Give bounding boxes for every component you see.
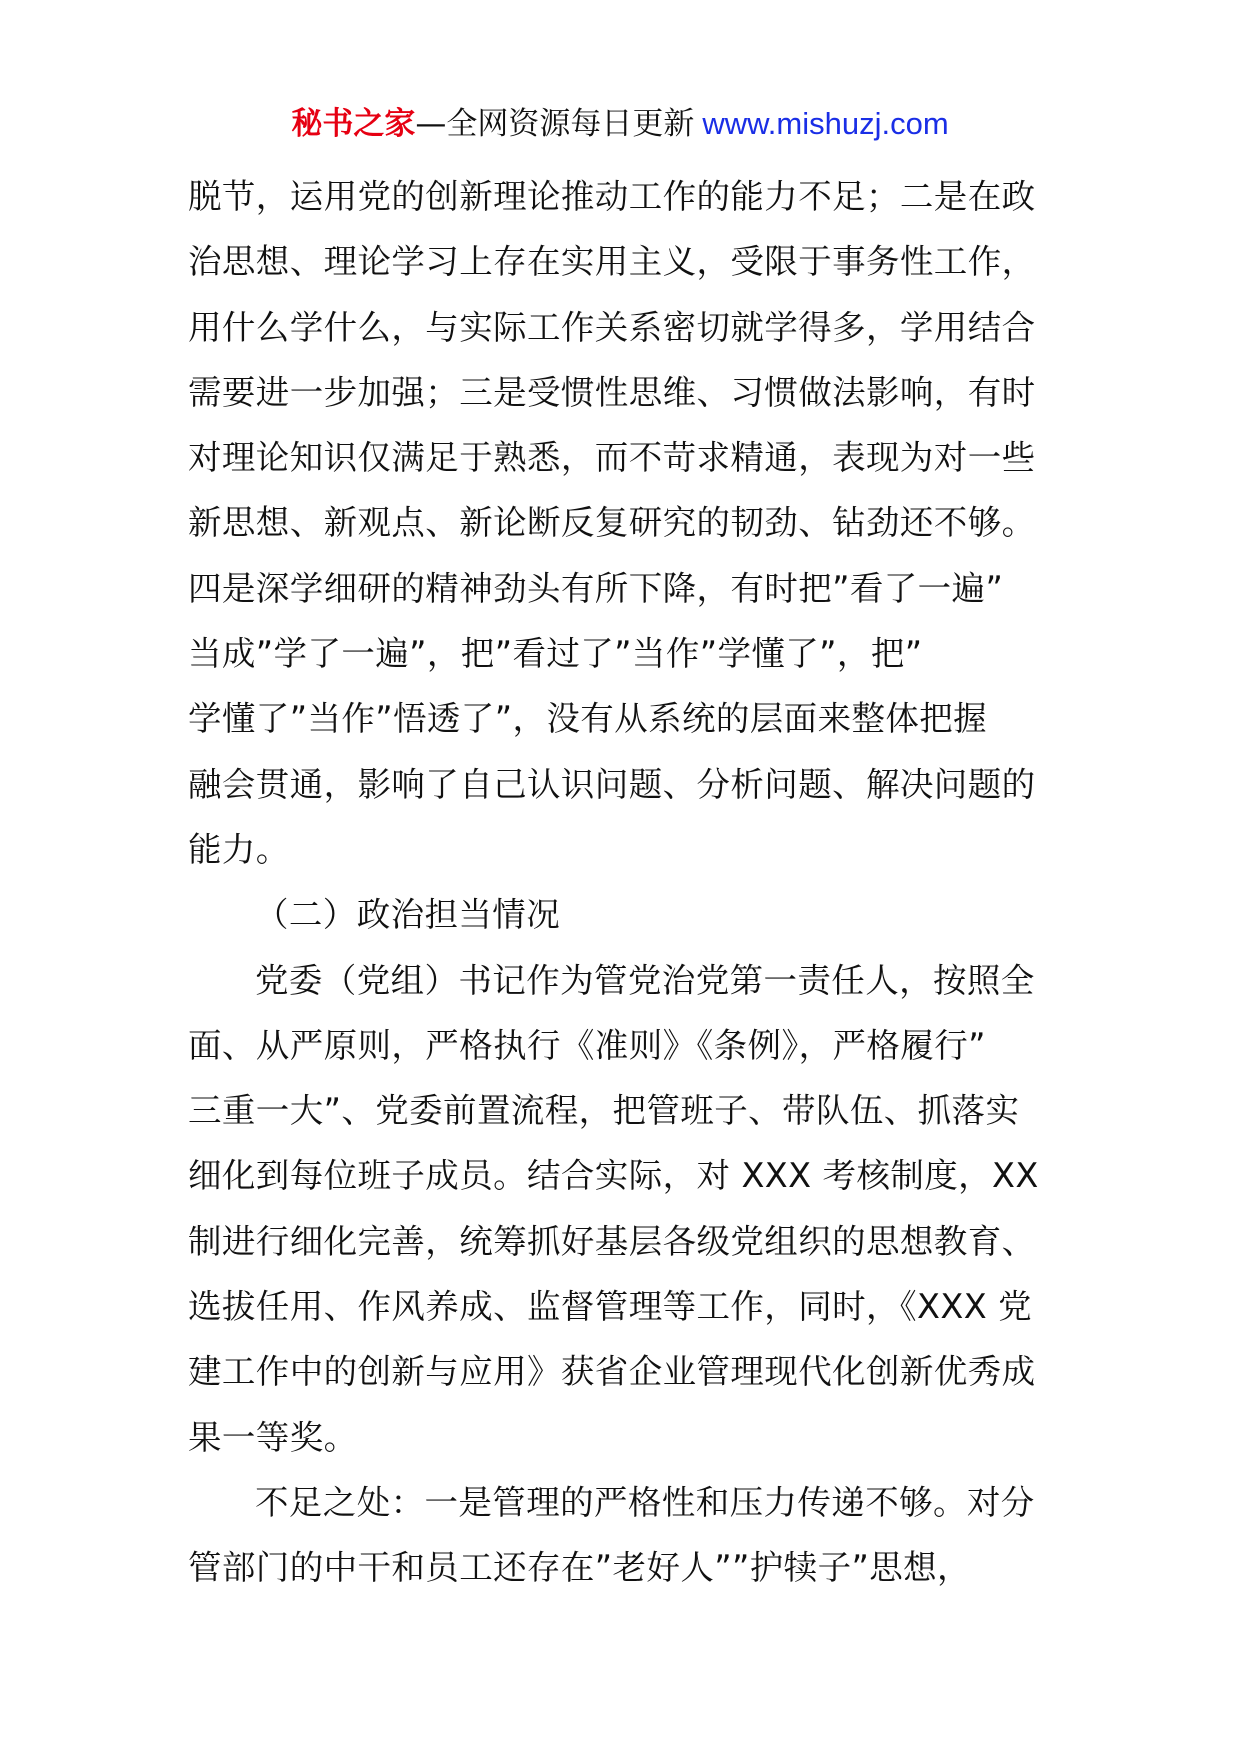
text-line: 三重一大”、党委前置流程，把管班子、带队伍、抓落实 [188,1091,1020,1131]
text-line: 用什么学什么，与实际工作关系密切就学得多，学用结合 [188,307,1036,347]
text-line: 需要进一步加强；三是受惯性思维、习惯做法影响，有时 [188,372,1036,412]
text-line: 能力。 [188,829,290,869]
text-line: 新思想、新观点、新论断反复研究的韧劲、钻劲还不够。 [188,503,1036,543]
header-slogan: —全网资源每日更新 [415,106,695,142]
website-link[interactable]: www.mishuzj.com [702,106,949,141]
document-header [0,100,1240,148]
section-heading: （二）政治担当情况 [255,895,561,935]
text-line: 果一等奖。 [188,1417,358,1457]
paragraph-first-line: 党委（党组）书记作为管党治党第一责任人，按照全 [255,960,1035,1000]
text-line: 选拔任用、作风养成、监督管理等工作，同时，《XXX 党 [188,1287,1033,1327]
text-line: 融会贯通，影响了自己认识问题、分析问题、解决问题的 [188,764,1036,804]
text-line: 面、从严原则，严格执行《准则》《条例》，严格履行” [188,1025,986,1065]
text-line: 制进行细化完善，统筹抓好基层各级党组织的思想教育、 [188,1221,1036,1261]
document-body [188,164,1053,1601]
text-line: 对理论知识仅满足于熟悉，而不苛求精通，表现为对一些 [188,438,1036,478]
paragraph-first-line: 不足之处：一是管理的严格性和压力传递不够。对分 [255,1482,1035,1522]
text-line: 管部门的中干和员工还存在”老好人””护犊子”思想， [188,1548,971,1588]
brand-name: 秘书之家 [291,106,416,142]
text-line: 脱节，运用党的创新理论推动工作的能力不足；二是在政 [188,177,1036,216]
text-line: 学懂了”当作”悟透了”，没有从系统的层面来整体把握 [188,699,988,739]
text-line: 治思想、理论学习上存在实用主义，受限于事务性工作， [188,242,1036,282]
text-line: 四是深学细研的精神劲头有所下降，有时把”看了一遍” [188,568,1004,608]
text-line: 当成”学了一遍”，把”看过了”当作”学懂了”，把” [188,634,923,674]
text-line: 细化到每位班子成员。结合实际，对 XXX 考核制度，XX [188,1156,1039,1196]
text-line: 建工作中的创新与应用》获省企业管理现代化创新优秀成 [188,1352,1036,1392]
